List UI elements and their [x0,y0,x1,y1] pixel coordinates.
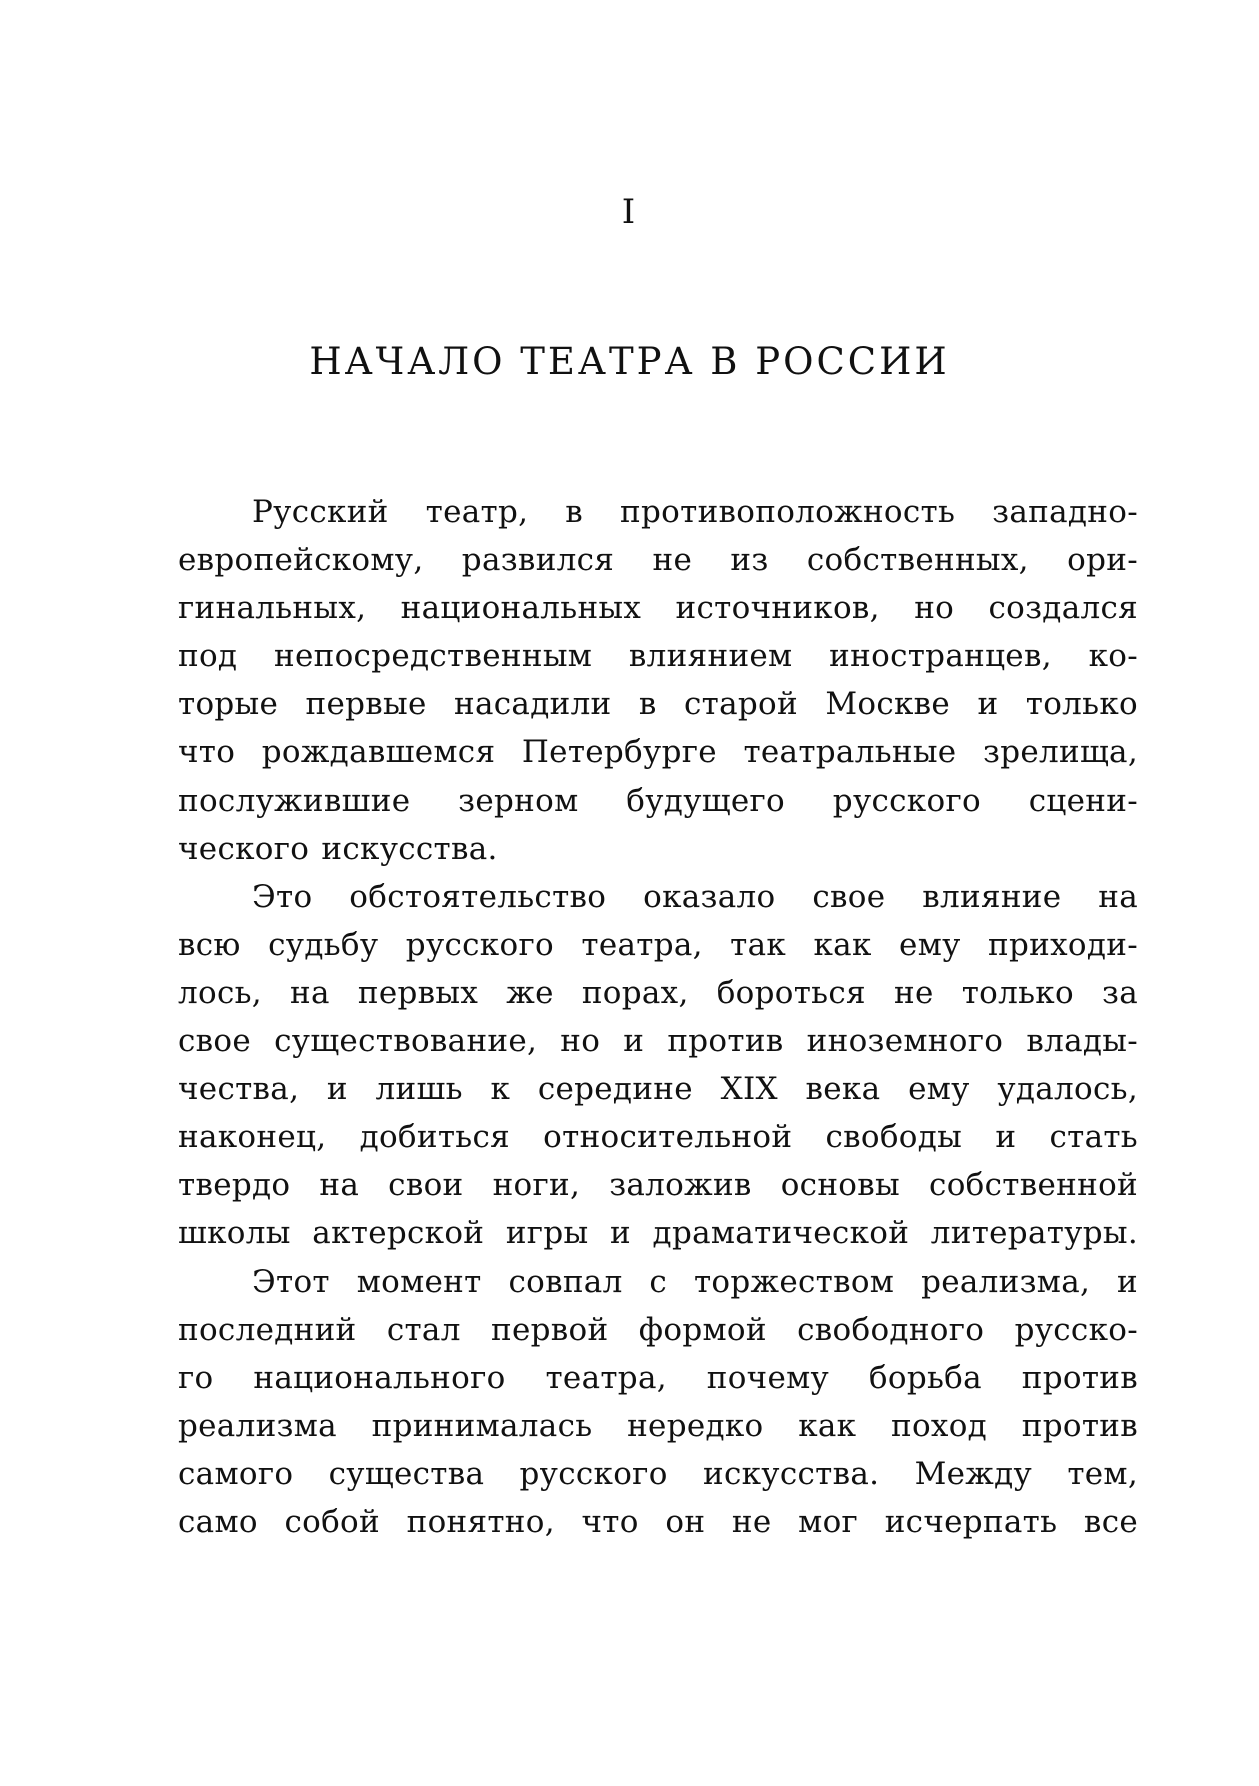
text-line: Этот момент совпал с торжеством реализма, и [252,1263,1138,1300]
text-line: торые первые насадили в старой Москве и только [178,686,1138,723]
text-line: само собой понятно, что он не мог исчерпать все [178,1503,1138,1540]
text-line: послужившие зерном будущего русского сцени- [178,782,1138,819]
text-line: последний стал первой формой свободного русско- [178,1311,1138,1348]
text-line: школы актерской игры и драматической литературы. [178,1215,1138,1252]
text-line: всю судьбу русского театра, так как ему приходи- [178,926,1138,963]
text-line: твердо на свои ноги, заложив основы собственной [178,1167,1138,1204]
text-line: что рождавшемся Петербурге театральные зрелища, [178,734,1138,771]
text-line: гинальных, национальных источников, но создался [178,590,1138,627]
text-line: свое существование, но и против иноземного влады- [178,1023,1138,1060]
text-line: наконец, добиться относительной свободы и стать [178,1119,1138,1156]
text-line: реализма принималась нередко как поход против [178,1407,1138,1444]
body-text [178,488,1138,1546]
text-line: лось, на первых же порах, бороться не только за [178,974,1138,1011]
text-line: чества, и лишь к середине XIX века ему удалось, [178,1071,1138,1108]
text-line: самого существа русского искусства. Между тем, [178,1455,1138,1492]
chapter-number: I [621,192,638,232]
chapter-title: НАЧАЛО ТЕАТРА В РОССИИ [309,340,950,383]
text-line: ческого искусства. [178,830,498,867]
text-line: Русский театр, в противоположность западно- [252,494,1138,530]
text-line: европейскому, развился не из собственных, ори- [178,542,1138,579]
text-line: под непосредственным влиянием иностранцев, ко- [178,638,1138,675]
text-line: Это обстоятельство оказало свое влияние на [252,878,1138,915]
text-line: го национального театра, почему борьба против [178,1359,1138,1396]
